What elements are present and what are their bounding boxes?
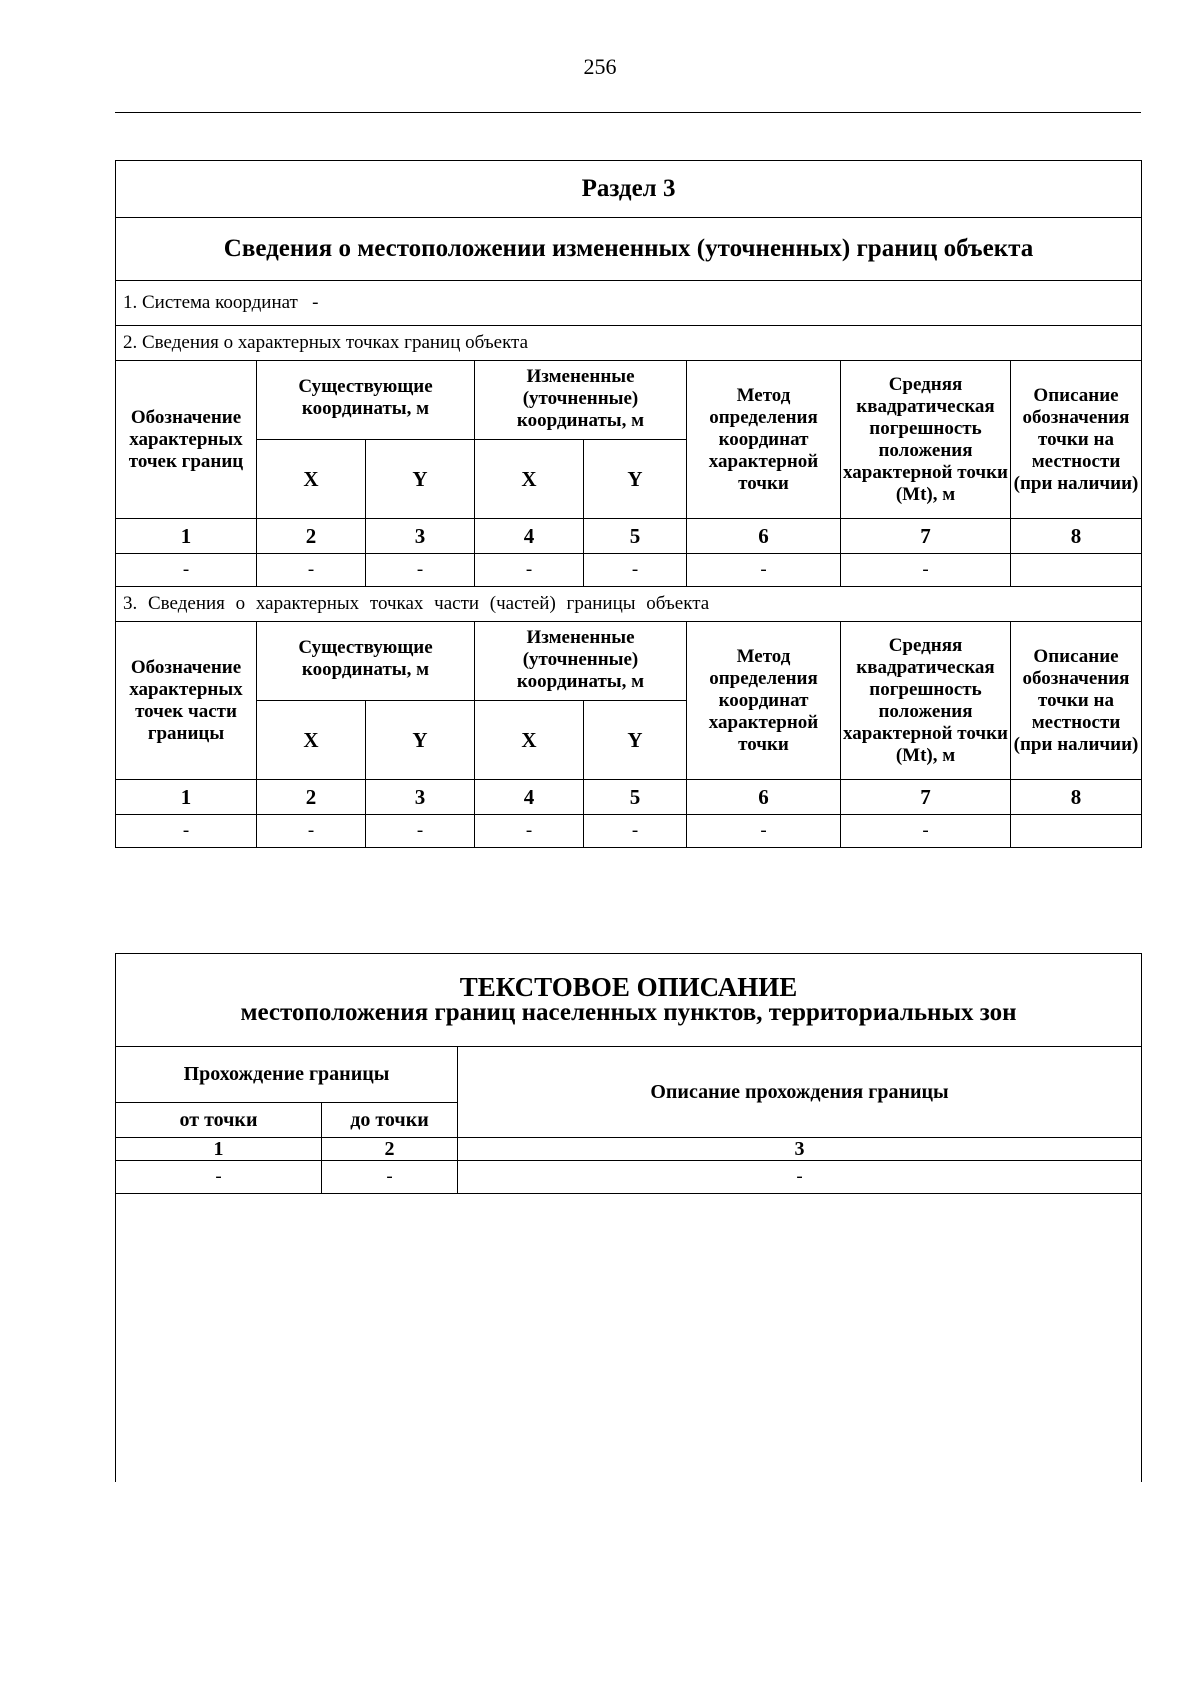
column-number: 8	[1011, 780, 1142, 815]
table-cell: -	[475, 554, 584, 587]
points-heading: 2. Сведения о характерных точках границ объекта	[116, 326, 1142, 361]
col-description: Описание обозначения точки на местности (при наличии)	[1011, 361, 1142, 519]
table-cell: -	[257, 554, 366, 587]
table-cell: -	[366, 554, 475, 587]
table-row	[116, 815, 1142, 848]
coord-system-label: 1. Система координат	[123, 292, 298, 313]
table-cell: -	[584, 815, 687, 848]
table-cell: -	[841, 554, 1011, 587]
table-cell: -	[322, 1161, 458, 1194]
col-x-changed: X	[475, 440, 584, 519]
column-number: 2	[257, 780, 366, 815]
col-description-part: Описание обозначения точки на местности (при наличии)	[1011, 622, 1142, 780]
col-y-existing-part: Y	[366, 701, 475, 780]
col-designation: Обозначение характерных точек границ	[116, 361, 257, 519]
column-number: 4	[475, 780, 584, 815]
column-number: 1	[116, 780, 257, 815]
coord-system-value: -	[312, 292, 319, 313]
col-y-changed-part: Y	[584, 701, 687, 780]
column-number: 7	[841, 519, 1011, 554]
column-number: 2	[257, 519, 366, 554]
column-number: 5	[584, 780, 687, 815]
column-number: 2	[322, 1138, 458, 1161]
column-number: 5	[584, 519, 687, 554]
column-number: 3	[366, 519, 475, 554]
col-y-changed: Y	[584, 440, 687, 519]
column-number: 4	[475, 519, 584, 554]
section-subtitle: Сведения о местоположении измененных (уточненных) границ объекта	[116, 218, 1142, 281]
column-number: 6	[687, 780, 841, 815]
column-number: 6	[687, 519, 841, 554]
table-cell: -	[366, 815, 475, 848]
col-y-existing: Y	[366, 440, 475, 519]
table-cell: -	[584, 554, 687, 587]
col-x-existing-part: X	[257, 701, 366, 780]
column-numbers-row	[116, 1138, 1142, 1161]
text-description-title: ТЕКСТОВОЕ ОПИСАНИЕ	[459, 972, 798, 1002]
col-changed-part: Измененные (уточненные) координаты, м	[475, 622, 687, 701]
table-cell	[1011, 554, 1142, 587]
table-cell: -	[116, 815, 257, 848]
col-existing-part: Существующие координаты, м	[257, 622, 475, 701]
table-cell: -	[116, 1161, 322, 1194]
col-passage: Прохождение границы	[116, 1047, 458, 1103]
col-x-changed-part: X	[475, 701, 584, 780]
col-changed: Измененные (уточненные) координаты, м	[475, 361, 687, 440]
column-number: 3	[458, 1138, 1142, 1161]
column-number: 8	[1011, 519, 1142, 554]
coord-system-row	[116, 281, 1142, 326]
section-3-table	[115, 160, 1142, 848]
table-row	[116, 554, 1142, 587]
page-number: 256	[583, 54, 617, 79]
column-number: 7	[841, 780, 1011, 815]
table-cell: -	[116, 554, 257, 587]
table-cell: -	[687, 815, 841, 848]
table-cell: -	[475, 815, 584, 848]
column-numbers-row	[116, 780, 1142, 815]
table-cell: -	[687, 554, 841, 587]
col-error-part: Средняя квадратическая погрешность положения характерной точки (Mt), м	[841, 622, 1011, 780]
col-to-point: до точки	[322, 1103, 458, 1138]
text-description-subtitle: местоположения границ населенных пунктов, территориальных зон	[240, 999, 1017, 1026]
column-numbers-row	[116, 519, 1142, 554]
column-number: 3	[366, 780, 475, 815]
section-title: Раздел 3	[116, 161, 1142, 218]
header-rule	[115, 112, 1141, 113]
col-x-existing: X	[257, 440, 366, 519]
column-number: 1	[116, 1138, 322, 1161]
text-description-header	[116, 954, 1142, 1047]
table-cell: -	[841, 815, 1011, 848]
col-designation-part: Обозначение характерных точек части границы	[116, 622, 257, 780]
empty-content-area	[116, 1194, 1142, 1483]
col-method: Метод определения координат характерной точки	[687, 361, 841, 519]
part-points-heading: 3. Сведения о характерных точках части (частей) границы объекта	[116, 587, 1142, 622]
table-cell	[1011, 815, 1142, 848]
column-number: 1	[116, 519, 257, 554]
table-row	[116, 1161, 1142, 1194]
col-existing: Существующие координаты, м	[257, 361, 475, 440]
col-passage-description: Описание прохождения границы	[458, 1047, 1142, 1138]
table-cell: -	[257, 815, 366, 848]
col-error: Средняя квадратическая погрешность положения характерной точки (Mt), м	[841, 361, 1011, 519]
text-description-table	[115, 953, 1142, 1482]
table-cell: -	[458, 1161, 1142, 1194]
col-from-point: от точки	[116, 1103, 322, 1138]
col-method-part: Метод определения координат характерной точки	[687, 622, 841, 780]
